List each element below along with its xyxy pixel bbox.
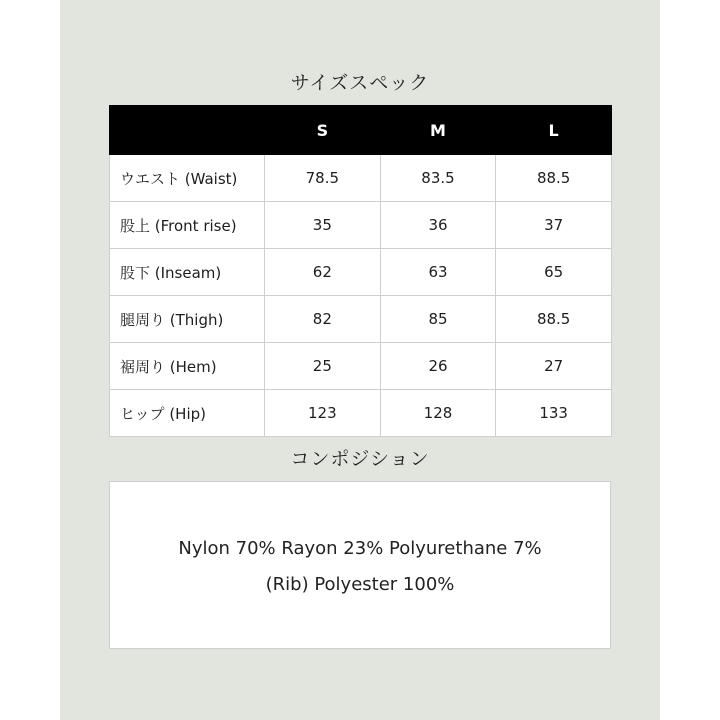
table-cell: 123: [265, 390, 381, 437]
table-row: [110, 390, 612, 437]
table-cell: 133: [496, 390, 612, 437]
table-cell: 35: [265, 202, 381, 249]
composition-box: [109, 481, 611, 649]
row-label: 腿周り (Thigh): [110, 296, 265, 343]
table-cell: 26: [380, 343, 496, 390]
composition-line: (Rib) Polyester 100%: [265, 574, 455, 595]
row-label: 股下 (Inseam): [110, 249, 265, 296]
header-cell-blank: [110, 106, 265, 155]
table-row: [110, 202, 612, 249]
table-cell: 128: [380, 390, 496, 437]
table-cell: 85: [380, 296, 496, 343]
table-cell: 63: [380, 249, 496, 296]
table-cell: 25: [265, 343, 381, 390]
table-cell: 88.5: [496, 296, 612, 343]
row-label: 裾周り (Hem): [110, 343, 265, 390]
table-row: [110, 343, 612, 390]
table-cell: 27: [496, 343, 612, 390]
table-cell: 62: [265, 249, 381, 296]
table-cell: 36: [380, 202, 496, 249]
table-cell: 88.5: [496, 155, 612, 202]
row-label: 股上 (Front rise): [110, 202, 265, 249]
spec-panel: [60, 0, 660, 720]
table-cell: 83.5: [380, 155, 496, 202]
table-row: [110, 296, 612, 343]
size-table: [109, 105, 612, 437]
size-table-header: [110, 106, 612, 155]
header-cell-s: S: [265, 106, 381, 155]
composition-title: コンポジション: [290, 448, 430, 470]
size-spec-title: サイズスペック: [290, 72, 430, 94]
table-cell: 65: [496, 249, 612, 296]
row-label: ウエスト (Waist): [110, 155, 265, 202]
table-cell: 82: [265, 296, 381, 343]
row-label: ヒップ (Hip): [110, 390, 265, 437]
table-cell: 78.5: [265, 155, 381, 202]
composition-line: Nylon 70% Rayon 23% Polyurethane 7%: [178, 538, 542, 559]
header-cell-l: L: [496, 106, 612, 155]
table-row: [110, 155, 612, 202]
table-row: [110, 249, 612, 296]
table-cell: 37: [496, 202, 612, 249]
header-cell-m: M: [380, 106, 496, 155]
